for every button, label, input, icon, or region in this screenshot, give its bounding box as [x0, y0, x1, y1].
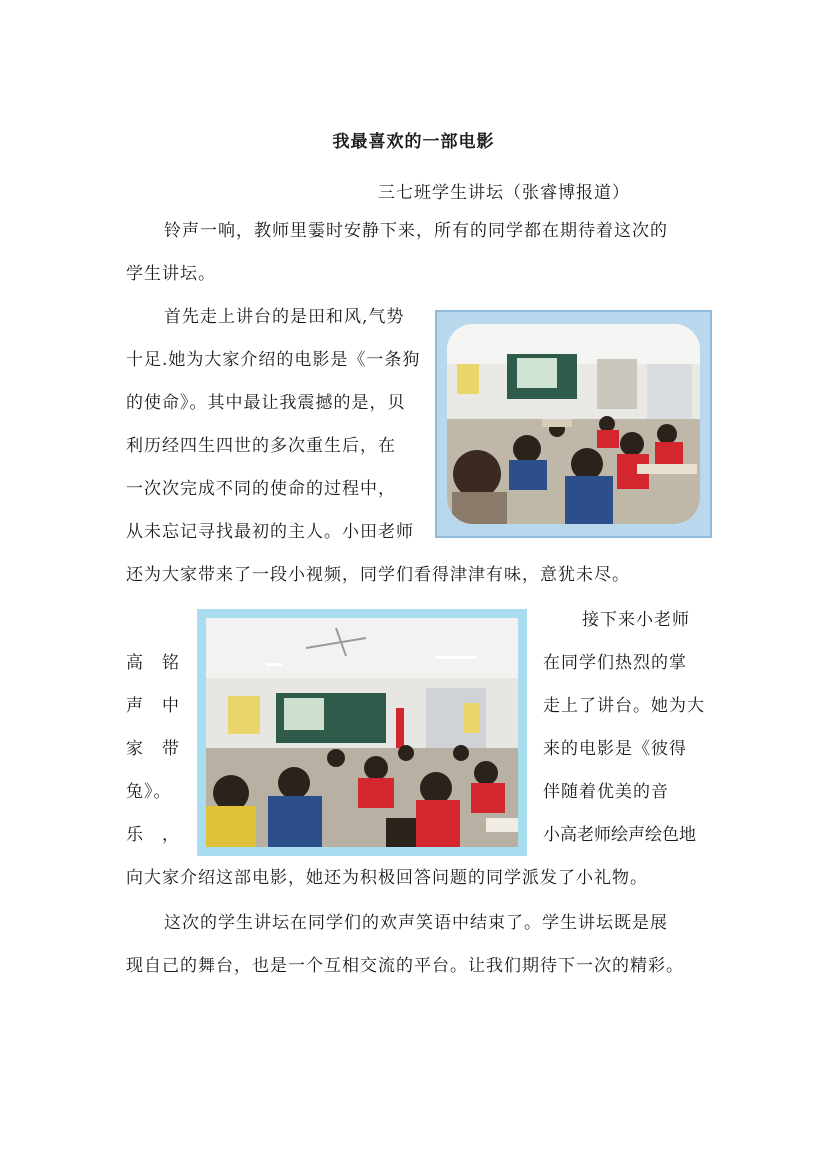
paragraph-2-line-4: 利历经四生四世的多次重生后，在 — [126, 436, 396, 456]
classroom-photo-1 — [435, 310, 712, 538]
paragraph-3-line-7: 向大家介绍这部电影，她还为积极回答问题的同学派发了小礼物。 — [126, 868, 648, 888]
paragraph-3-right-5: 伴随着优美的音 — [543, 782, 669, 802]
classroom-photo-1-image — [447, 324, 700, 524]
paragraph-2-line-7: 还为大家带来了一段小视频，同学们看得津津有味，意犹未尽。 — [126, 565, 630, 585]
paragraph-3-right-4: 来的电影是《彼得 — [543, 739, 687, 759]
paragraph-3-left-6: 乐 ， — [126, 825, 180, 845]
paragraph-1-line-2: 学生讲坛。 — [126, 264, 216, 284]
paragraph-3-left-4: 家 带 — [126, 739, 180, 759]
paragraph-3-right-1: 接下来小老师 — [582, 610, 690, 630]
paragraph-3-right-2: 在同学们热烈的掌 — [543, 653, 687, 673]
page-title: 我最喜欢的一部电影 — [332, 132, 495, 152]
classroom-photo-2-image — [206, 618, 518, 847]
paragraph-3-left-5: 兔》。 — [126, 782, 172, 802]
paragraph-1-line-1: 铃声一响，教师里霎时安静下来，所有的同学都在期待着这次的 — [164, 221, 668, 241]
paragraph-3-left-3: 声 中 — [126, 696, 180, 716]
byline: 三七班学生讲坛（张睿博报道） — [378, 183, 630, 203]
paragraph-3-left-2: 高 铭 — [126, 653, 180, 673]
paragraph-2-line-5: 一次次完成不同的使命的过程中， — [126, 479, 396, 499]
classroom-photo-2 — [197, 609, 527, 856]
paragraph-3-right-6: 小高老师绘声绘色地 — [543, 825, 696, 845]
paragraph-2-line-3: 的使命》。其中最让我震撼的是，贝 — [126, 393, 406, 413]
paragraph-2-line-1: 首先走上讲台的是田和风,气势 — [164, 307, 405, 327]
paragraph-4-line-2: 现自己的舞台，也是一个互相交流的平台。让我们期待下一次的精彩。 — [126, 956, 684, 976]
paragraph-3-right-3: 走上了讲台。她为大 — [543, 696, 705, 716]
paragraph-4-line-1: 这次的学生讲坛在同学们的欢声笑语中结束了。学生讲坛既是展 — [164, 913, 668, 933]
paragraph-2-line-2: 十足.她为大家介绍的电影是《一条狗 — [126, 350, 421, 370]
paragraph-2-line-6: 从未忘记寻找最初的主人。小田老师 — [126, 522, 414, 542]
